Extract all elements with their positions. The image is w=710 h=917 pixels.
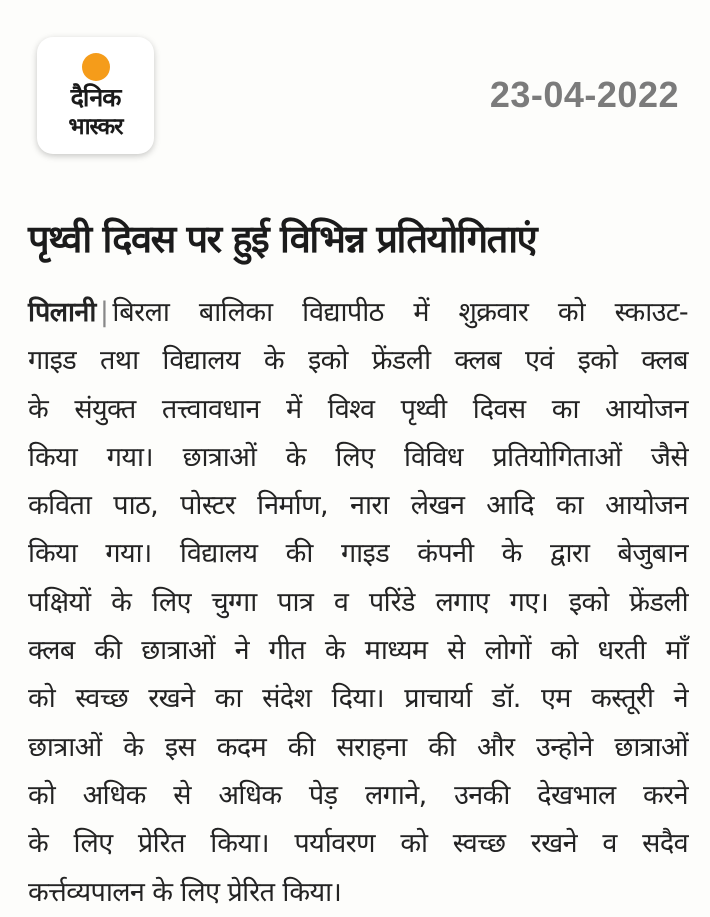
publication-date: 23-04-2022 bbox=[489, 74, 679, 115]
first-line-text: बिरला बालिका विद्यापीठ में शुक्रवार को स्काउट- bbox=[112, 297, 688, 328]
article-headline: पृथ्वी दिवस पर हुई विभिन्न प्रतियोगिताएं bbox=[28, 217, 537, 261]
article-line: के संयुक्त तत्त्वावधान में विश्व पृथ्वी दिवस का आयोजन bbox=[28, 393, 688, 425]
article-line: क्लब की छात्राओं ने गीत के माध्यम से लोगों को धरती माँ bbox=[28, 635, 688, 667]
logo-text-line1: दैनिक bbox=[70, 83, 121, 112]
article-line: किया गया। विद्यालय की गाइड कंपनी के द्वारा बेजुबान bbox=[28, 538, 688, 570]
article-body bbox=[28, 289, 688, 917]
article-line: पक्षियों के लिए चुग्गा पात्र व परिंडे लगाए गए। इको फ्रेंडली bbox=[28, 586, 688, 618]
article-line: के लिए प्रेरित किया। पर्यावरण को स्वच्छ रखने व सदैव bbox=[28, 828, 688, 860]
article-line: किया गया। छात्राओं के लिए विविध प्रतियोगिताओं जैसे bbox=[28, 441, 688, 473]
article-line-last: कर्त्तव्यपालन के लिए प्रेरित किया। bbox=[28, 876, 342, 908]
article-line: गाइड तथा विद्यालय के इको फ्रेंडली क्लब एवं इको क्लब bbox=[28, 345, 688, 377]
article-line: छात्राओं के इस कदम की सराहना की और उन्होने छात्राओं bbox=[28, 731, 688, 763]
sun-icon bbox=[82, 53, 110, 81]
article-line: कविता पाठ, पोस्टर निर्माण, नारा लेखन आदि का आयोजन bbox=[28, 490, 688, 522]
article-line-1 bbox=[28, 289, 688, 337]
dateline-separator: | bbox=[99, 297, 109, 328]
logo-text-line2: भास्कर bbox=[68, 114, 123, 140]
dateline: पिलानी bbox=[28, 297, 96, 328]
dainik-bhaskar-logo bbox=[37, 37, 154, 154]
article-line: को अधिक से अधिक पेड़ लगाने, उनकी देखभाल करने bbox=[28, 779, 688, 811]
article-line: को स्वच्छ रखने का संदेश दिया। प्राचार्या डॉ. एम कस्तूरी ने bbox=[28, 683, 688, 715]
